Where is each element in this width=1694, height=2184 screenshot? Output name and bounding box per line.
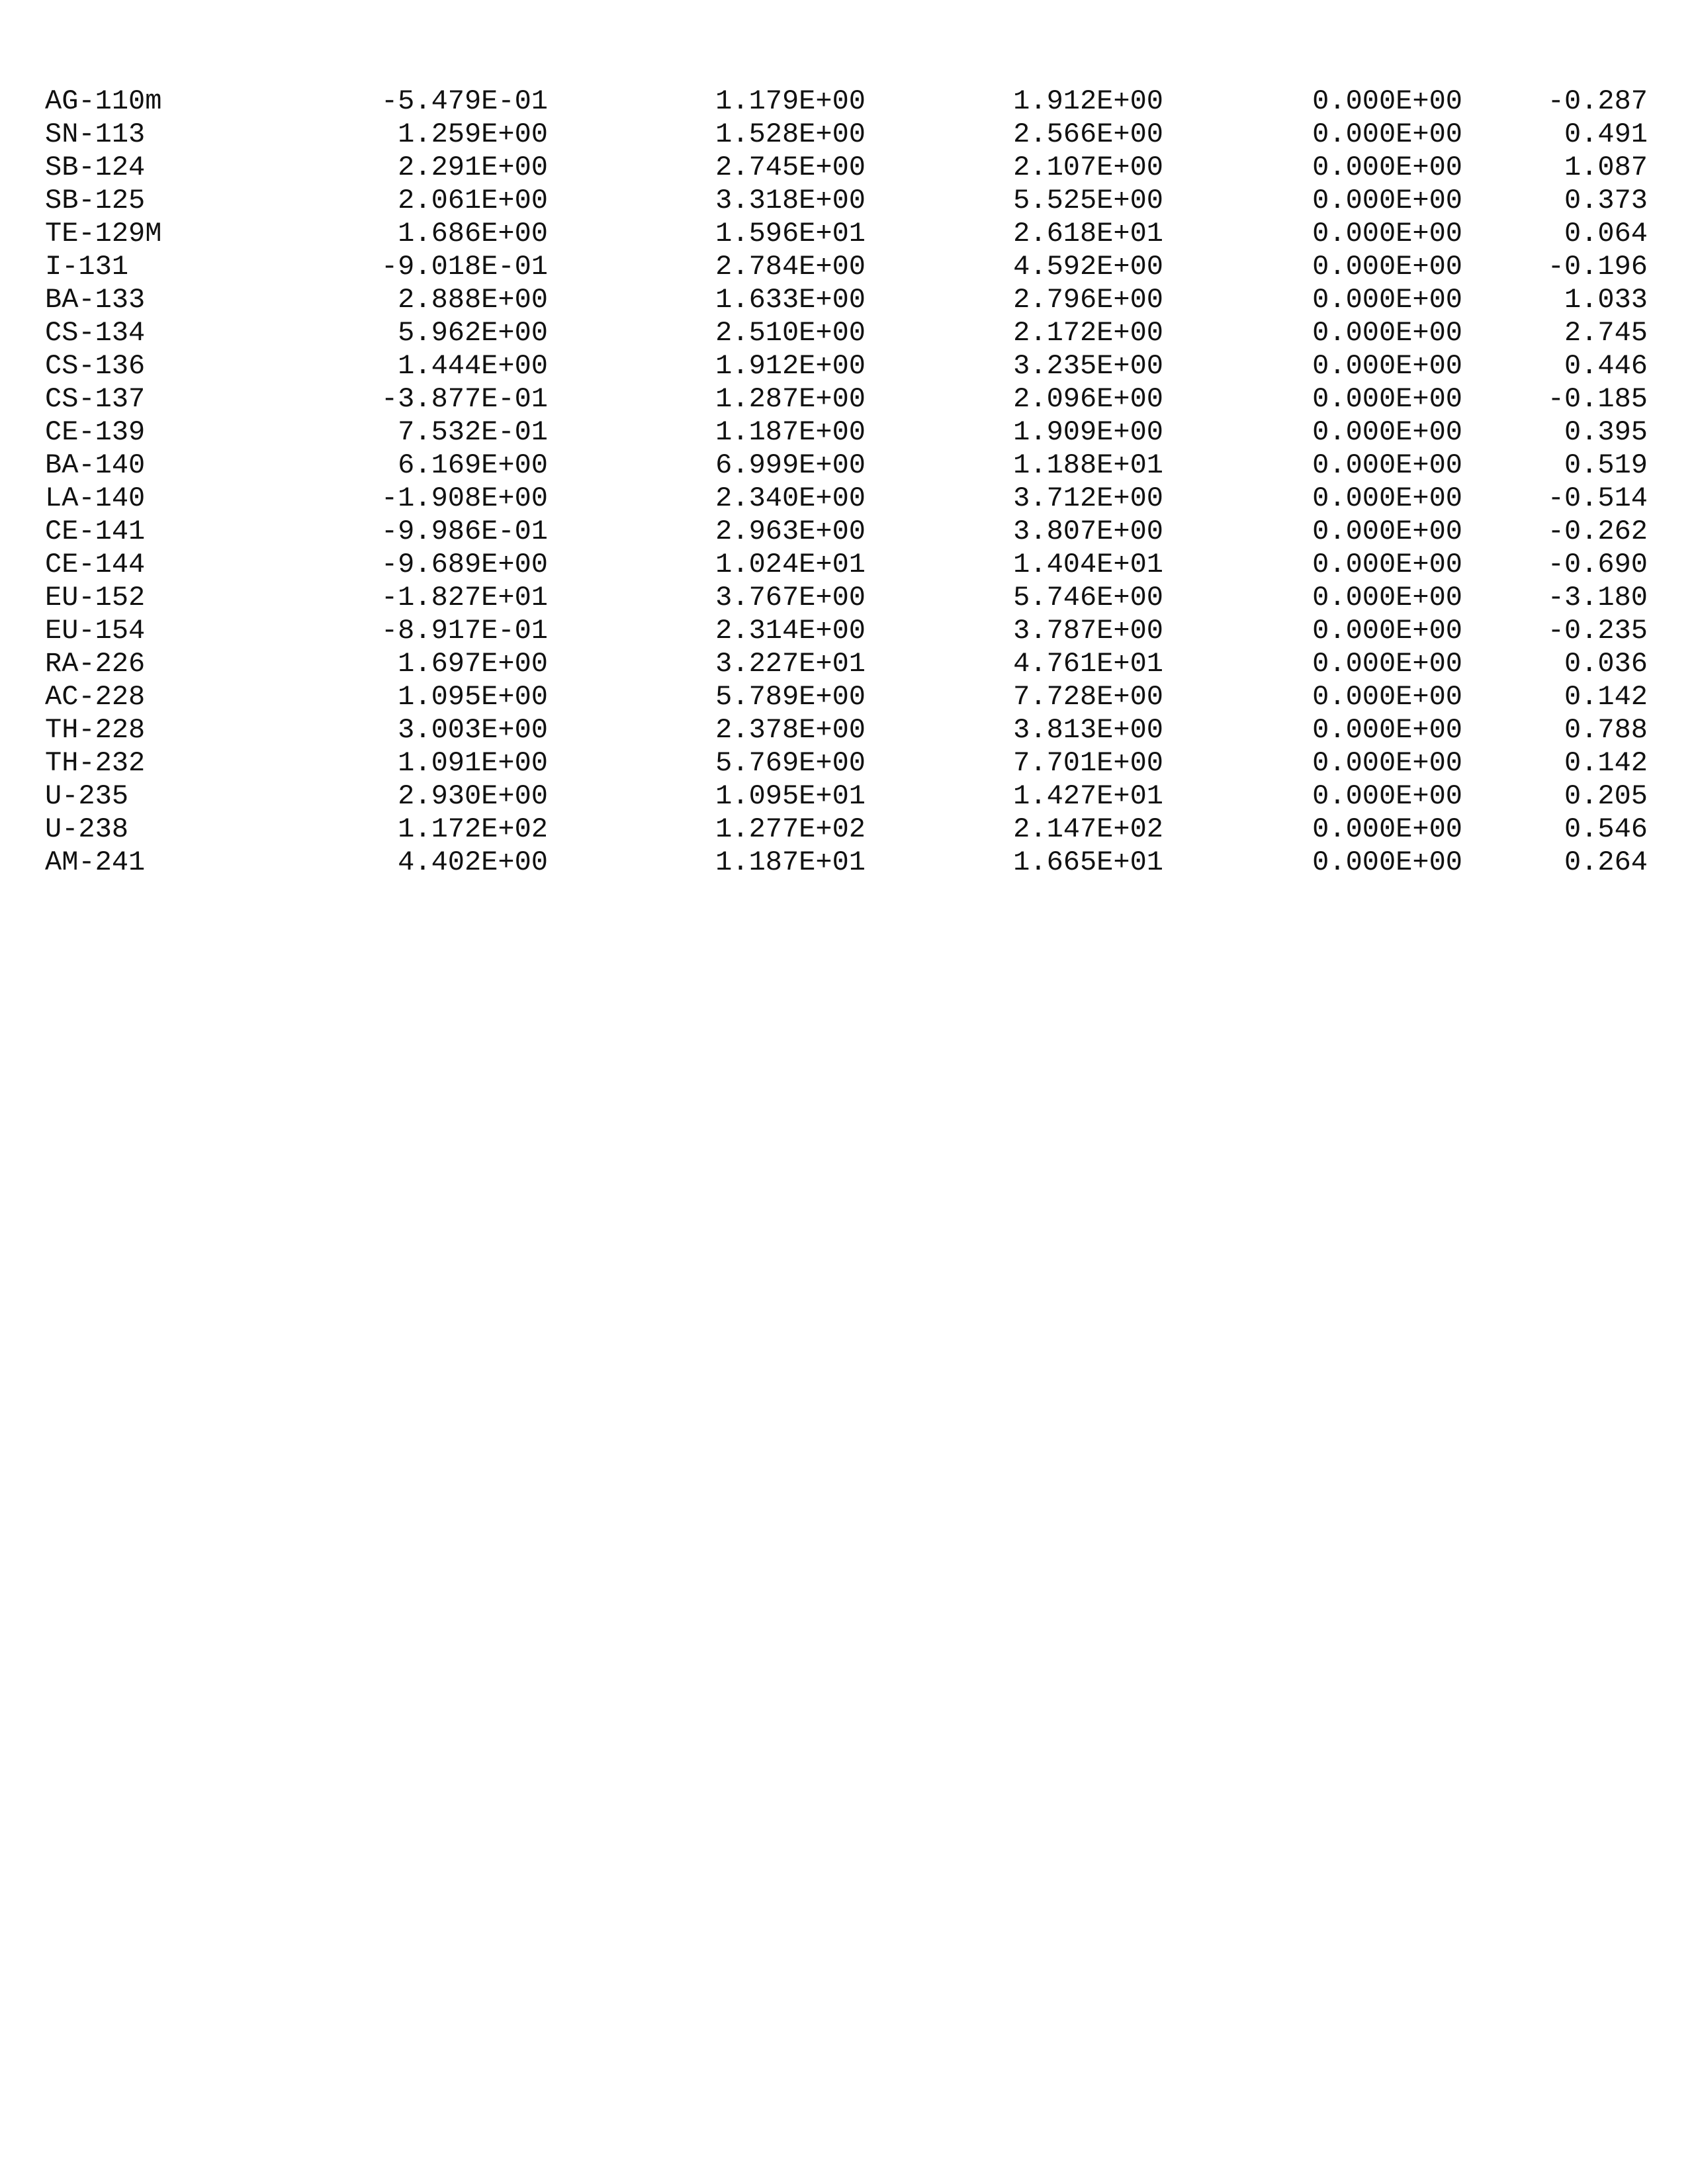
- value-cell: 0.000E+00: [1312, 846, 1462, 878]
- table-row: [45, 449, 1646, 482]
- value-cell: 1.172E+02: [398, 813, 548, 845]
- value-cell: 1.404E+01: [1013, 549, 1163, 580]
- table-row: [45, 680, 1646, 713]
- value-cell: 0.000E+00: [1312, 681, 1462, 713]
- value-cell: -0.514: [1547, 482, 1648, 514]
- value-cell: 4.761E+01: [1013, 648, 1163, 680]
- value-cell: 0.064: [1564, 218, 1648, 250]
- value-cell: -3.877E-01: [380, 383, 548, 415]
- value-cell: 0.000E+00: [1312, 714, 1462, 746]
- value-cell: 2.784E+00: [715, 251, 866, 283]
- value-cell: -3.180: [1547, 582, 1648, 614]
- value-cell: 0.036: [1564, 648, 1648, 680]
- value-cell: 0.000E+00: [1312, 549, 1462, 580]
- value-cell: 0.000E+00: [1312, 449, 1462, 481]
- value-cell: 1.259E+00: [398, 118, 548, 150]
- value-cell: 0.000E+00: [1312, 780, 1462, 812]
- value-cell: 4.402E+00: [398, 846, 548, 878]
- value-cell: 2.314E+00: [715, 615, 866, 647]
- value-cell: 2.566E+00: [1013, 118, 1163, 150]
- value-cell: 5.746E+00: [1013, 582, 1163, 614]
- value-cell: 0.142: [1564, 681, 1648, 713]
- table-row: [45, 383, 1646, 416]
- value-cell: 0.000E+00: [1312, 615, 1462, 647]
- value-cell: 1.528E+00: [715, 118, 866, 150]
- value-cell: 1.188E+01: [1013, 449, 1163, 481]
- value-cell: -0.185: [1547, 383, 1648, 415]
- nuclide-cell: CE-144: [45, 549, 146, 580]
- value-cell: 2.147E+02: [1013, 813, 1163, 845]
- value-cell: 7.701E+00: [1013, 747, 1163, 779]
- nuclide-cell: TH-232: [45, 747, 146, 779]
- value-cell: 1.444E+00: [398, 350, 548, 382]
- table-row: [45, 151, 1646, 184]
- nuclide-cell: EU-154: [45, 615, 146, 647]
- value-cell: -0.235: [1547, 615, 1648, 647]
- nuclide-cell: SN-113: [45, 118, 146, 150]
- value-cell: 0.546: [1564, 813, 1648, 845]
- nuclide-cell: AC-228: [45, 681, 146, 713]
- value-cell: 3.712E+00: [1013, 482, 1163, 514]
- nuclide-cell: BA-133: [45, 284, 146, 316]
- value-cell: 1.633E+00: [715, 284, 866, 316]
- value-cell: -0.690: [1547, 549, 1648, 580]
- value-cell: -9.986E-01: [380, 516, 548, 547]
- nuclide-cell: CS-134: [45, 317, 146, 349]
- value-cell: 0.000E+00: [1312, 747, 1462, 779]
- value-cell: 2.378E+00: [715, 714, 866, 746]
- value-cell: 0.205: [1564, 780, 1648, 812]
- table-row: [45, 647, 1646, 680]
- table-row: [45, 548, 1646, 581]
- value-cell: -1.908E+00: [380, 482, 548, 514]
- value-cell: 5.962E+00: [398, 317, 548, 349]
- nuclide-cell: AM-241: [45, 846, 146, 878]
- value-cell: 5.525E+00: [1013, 185, 1163, 216]
- table-row: [45, 85, 1646, 118]
- value-cell: 4.592E+00: [1013, 251, 1163, 283]
- value-cell: -0.262: [1547, 516, 1648, 547]
- value-cell: 1.596E+01: [715, 218, 866, 250]
- table-row: [45, 250, 1646, 283]
- value-cell: -9.689E+00: [380, 549, 548, 580]
- nuclide-cell: U-238: [45, 813, 129, 845]
- value-cell: 2.888E+00: [398, 284, 548, 316]
- table-row: [45, 581, 1646, 614]
- value-cell: 6.169E+00: [398, 449, 548, 481]
- value-cell: 5.769E+00: [715, 747, 866, 779]
- table-row: [45, 482, 1646, 515]
- value-cell: 1.912E+00: [715, 350, 866, 382]
- value-cell: 2.745E+00: [715, 152, 866, 183]
- table-row: [45, 713, 1646, 747]
- value-cell: 3.227E+01: [715, 648, 866, 680]
- nuclide-cell: EU-152: [45, 582, 146, 614]
- table-row: [45, 349, 1646, 383]
- value-cell: 1.277E+02: [715, 813, 866, 845]
- nuclide-cell: SB-124: [45, 152, 146, 183]
- value-cell: 0.000E+00: [1312, 317, 1462, 349]
- table-row: [45, 316, 1646, 349]
- value-cell: 3.318E+00: [715, 185, 866, 216]
- value-cell: 1.024E+01: [715, 549, 866, 580]
- value-cell: 2.930E+00: [398, 780, 548, 812]
- nuclide-cell: CE-139: [45, 416, 146, 448]
- value-cell: 2.510E+00: [715, 317, 866, 349]
- value-cell: 1.091E+00: [398, 747, 548, 779]
- value-cell: 7.728E+00: [1013, 681, 1163, 713]
- value-cell: 0.000E+00: [1312, 416, 1462, 448]
- value-cell: 2.340E+00: [715, 482, 866, 514]
- value-cell: 0.000E+00: [1312, 85, 1462, 117]
- value-cell: 0.000E+00: [1312, 516, 1462, 547]
- nuclide-data-table: [45, 85, 1646, 879]
- value-cell: 1.427E+01: [1013, 780, 1163, 812]
- value-cell: 0.000E+00: [1312, 218, 1462, 250]
- value-cell: 1.095E+00: [398, 681, 548, 713]
- value-cell: 2.061E+00: [398, 185, 548, 216]
- value-cell: 7.532E-01: [398, 416, 548, 448]
- table-row: [45, 515, 1646, 548]
- table-row: [45, 416, 1646, 449]
- value-cell: 3.813E+00: [1013, 714, 1163, 746]
- nuclide-cell: SB-125: [45, 185, 146, 216]
- value-cell: -0.196: [1547, 251, 1648, 283]
- value-cell: 0.000E+00: [1312, 185, 1462, 216]
- value-cell: 0.000E+00: [1312, 383, 1462, 415]
- nuclide-cell: BA-140: [45, 449, 146, 481]
- value-cell: 0.788: [1564, 714, 1648, 746]
- value-cell: 1.087: [1564, 152, 1648, 183]
- table-row: [45, 846, 1646, 879]
- value-cell: -1.827E+01: [380, 582, 548, 614]
- nuclide-cell: LA-140: [45, 482, 146, 514]
- table-row: [45, 217, 1646, 250]
- value-cell: 1.187E+01: [715, 846, 866, 878]
- nuclide-cell: AG-110m: [45, 85, 162, 117]
- table-row: [45, 780, 1646, 813]
- value-cell: 3.767E+00: [715, 582, 866, 614]
- value-cell: -5.479E-01: [380, 85, 548, 117]
- value-cell: 1.686E+00: [398, 218, 548, 250]
- value-cell: -9.018E-01: [380, 251, 548, 283]
- value-cell: 2.096E+00: [1013, 383, 1163, 415]
- value-cell: 1.187E+00: [715, 416, 866, 448]
- value-cell: 2.796E+00: [1013, 284, 1163, 316]
- nuclide-cell: CS-136: [45, 350, 146, 382]
- table-row: [45, 184, 1646, 217]
- value-cell: 0.000E+00: [1312, 284, 1462, 316]
- nuclide-cell: CE-141: [45, 516, 146, 547]
- value-cell: -8.917E-01: [380, 615, 548, 647]
- value-cell: 0.000E+00: [1312, 350, 1462, 382]
- value-cell: 1.912E+00: [1013, 85, 1163, 117]
- value-cell: 2.107E+00: [1013, 152, 1163, 183]
- table-row: [45, 118, 1646, 151]
- value-cell: 5.789E+00: [715, 681, 866, 713]
- nuclide-cell: TH-228: [45, 714, 146, 746]
- value-cell: 1.287E+00: [715, 383, 866, 415]
- value-cell: 0.491: [1564, 118, 1648, 150]
- table-row: [45, 813, 1646, 846]
- value-cell: 0.373: [1564, 185, 1648, 216]
- value-cell: 0.142: [1564, 747, 1648, 779]
- table-row: [45, 614, 1646, 647]
- value-cell: 3.807E+00: [1013, 516, 1163, 547]
- value-cell: 2.172E+00: [1013, 317, 1163, 349]
- value-cell: 3.003E+00: [398, 714, 548, 746]
- value-cell: 1.179E+00: [715, 85, 866, 117]
- value-cell: 0.000E+00: [1312, 582, 1462, 614]
- nuclide-cell: RA-226: [45, 648, 146, 680]
- value-cell: -0.287: [1547, 85, 1648, 117]
- value-cell: 0.000E+00: [1312, 118, 1462, 150]
- value-cell: 2.618E+01: [1013, 218, 1163, 250]
- value-cell: 2.745: [1564, 317, 1648, 349]
- value-cell: 3.787E+00: [1013, 615, 1163, 647]
- value-cell: 0.000E+00: [1312, 152, 1462, 183]
- value-cell: 0.000E+00: [1312, 648, 1462, 680]
- nuclide-cell: CS-137: [45, 383, 146, 415]
- value-cell: 0.000E+00: [1312, 482, 1462, 514]
- value-cell: 1.033: [1564, 284, 1648, 316]
- nuclide-cell: I-131: [45, 251, 129, 283]
- nuclide-cell: U-235: [45, 780, 129, 812]
- value-cell: 1.697E+00: [398, 648, 548, 680]
- value-cell: 0.000E+00: [1312, 251, 1462, 283]
- value-cell: 2.963E+00: [715, 516, 866, 547]
- value-cell: 2.291E+00: [398, 152, 548, 183]
- value-cell: 0.446: [1564, 350, 1648, 382]
- value-cell: 0.000E+00: [1312, 813, 1462, 845]
- value-cell: 6.999E+00: [715, 449, 866, 481]
- value-cell: 1.909E+00: [1013, 416, 1163, 448]
- value-cell: 0.519: [1564, 449, 1648, 481]
- value-cell: 3.235E+00: [1013, 350, 1163, 382]
- value-cell: 0.264: [1564, 846, 1648, 878]
- value-cell: 1.665E+01: [1013, 846, 1163, 878]
- value-cell: 0.395: [1564, 416, 1648, 448]
- table-row: [45, 283, 1646, 316]
- nuclide-cell: TE-129M: [45, 218, 162, 250]
- value-cell: 1.095E+01: [715, 780, 866, 812]
- table-row: [45, 747, 1646, 780]
